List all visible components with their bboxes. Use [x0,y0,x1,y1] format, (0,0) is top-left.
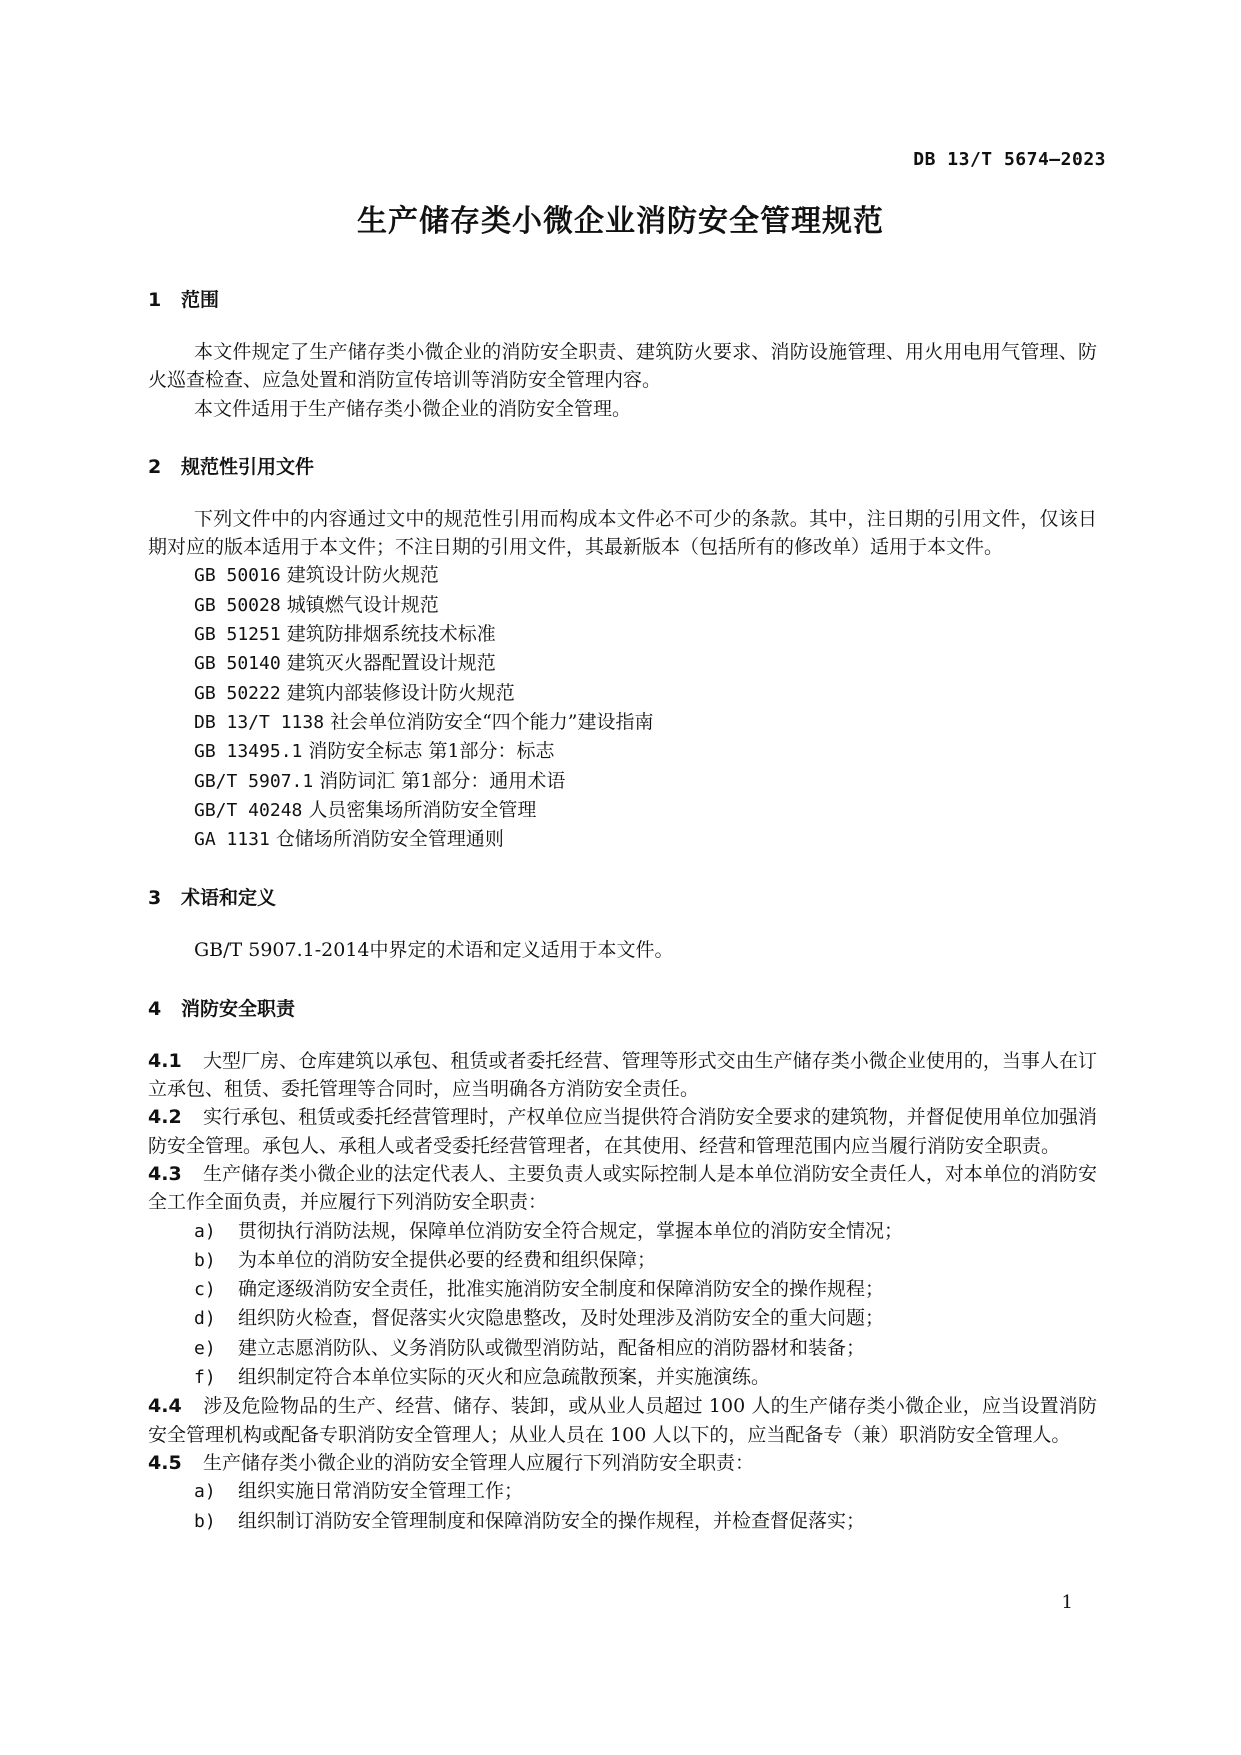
clause-text: 生产储存类小微企业的法定代表人、主要负责人或实际控制人是本单位消防安全责任人，对本单位的消防安全工作全面负责，并应履行下列消防安全职责： [148,1162,1097,1214]
section-heading-scope [148,286,1097,314]
document-title: 生产储存类小微企业消防安全管理规范 [357,204,884,239]
list-item: d) 组织防火检查，督促落实火灾隐患整改，及时处理涉及消防安全的重大问题； [194,1307,885,1330]
section-title: 范围 [181,289,220,311]
section-title: 消防安全职责 [181,997,296,1020]
clause-text: 生产储存类小微企业的消防安全管理人应履行下列消防安全职责： [203,1451,755,1474]
reference-item: GB 50140 建筑灭火器配置设计规范 [194,652,496,675]
reference-item: GB 50222 建筑内部装修设计防火规范 [194,681,515,704]
list-item: a) 贯彻执行消防法规，保障单位消防安全符合规定，掌握本单位的消防安全情况； [194,1219,904,1242]
reference-item: GB 51251 建筑防排烟系统技术标准 [194,623,496,646]
clause-text: 涉及危险物品的生产、经营、储存、装卸，或从业人员超过 100 人的生产储存类小微企业，应当设置消防安全管理机构或配备专职消防安全管理人；从业人员在 100 人以下的，应当配备专（兼）职消防安全管理人。 [148,1395,1097,1446]
reference-item: DB 13/T 1138 社会单位消防安全“四个能力”建设指南 [194,710,654,733]
paragraph: 本文件规定了生产储存类小微企业的消防安全职责、建筑防火要求、消防设施管理、用火用电用气管理、防火巡查检查、应急处置和消防宣传培训等消防安全管理内容。 [148,341,1097,392]
paragraph: 本文件适用于生产储存类小微企业的消防安全管理。 [194,397,632,420]
list-item: a) 组织实施日常消防安全管理工作； [194,1480,524,1503]
list-item: c) 确定逐级消防安全责任，批准实施消防安全制度和保障消防安全的操作规程； [194,1278,885,1301]
section-title: 术语和定义 [181,887,277,910]
clause-text: 大型厂房、仓库建筑以承包、租赁或者委托经营、管理等形式交由生产储存类小微企业使用的，当事人在订立承包、租赁、委托管理等合同时，应当明确各方消防安全责任。 [148,1049,1097,1101]
reference-item: GB 13495.1 消防安全标志 第1部分：标志 [194,740,555,763]
reference-item: GB/T 40248 人员密集场所消防安全管理 [194,798,537,821]
clause [148,1449,1097,1477]
section-heading-responsibilities [148,995,1097,1023]
reference-item: GB 50028 城镇燃气设计规范 [194,593,439,616]
section-heading-normative-references [148,453,1097,481]
section-title: 规范性引用文件 [181,455,315,478]
paragraph: 下列文件中的内容通过文中的规范性引用而构成本文件必不可少的条款。其中，注日期的引用文件，仅该日期对应的版本适用于本文件；不注日期的引用文件，其最新版本（包括所有的修改单）适用于本文件。 [148,507,1097,559]
reference-list [148,561,1097,854]
reference-item: GB/T 5907.1 消防词汇 第1部分：通用术语 [194,769,566,792]
clause-text: 实行承包、租赁或委托经营管理时，产权单位应当提供符合消防安全要求的建筑物，并督促使用单位加强消防安全管理。承包人、承租人或者受委托经营管理者，在其使用、经营和管理范围内应当履行消防安全职责。 [148,1106,1097,1157]
section-number: 4 [148,997,162,1020]
clause-number: 4.2 [148,1106,182,1129]
list-item: b) 为本单位的消防安全提供必要的经费和组织保障； [194,1248,657,1271]
list-item: e) 建立志愿消防队、义务消防队或微型消防站，配备相应的消防器材和装备； [194,1336,866,1359]
paragraph: GB/T 5907.1-2014中界定的术语和定义适用于本文件。 [194,939,674,962]
reference-item: GA 1131 仓储场所消防安全管理通则 [194,828,504,851]
clause-number: 4.5 [148,1451,182,1474]
clause-number: 4.3 [148,1162,182,1185]
document-body [148,286,1097,1536]
page-number: 1 [1061,1592,1073,1613]
section-number: 3 [148,887,162,910]
clause [148,1103,1097,1160]
list-item: b) 组织制订消防安全管理制度和保障消防安全的操作规程，并检查督促落实； [194,1509,866,1532]
clause-number: 4.1 [148,1049,182,1072]
section-number: 2 [148,455,162,478]
document-code: DB 13/T 5674—2023 [913,149,1106,170]
section-number: 1 [148,289,162,311]
clause-number: 4.4 [148,1395,182,1418]
clause [148,1160,1097,1217]
reference-item: GB 50016 建筑设计防火规范 [194,564,439,587]
section-heading-terms [148,884,1097,912]
clause [148,1392,1097,1449]
clause [148,1047,1097,1104]
list-item: f) 组织制定符合本单位实际的灭火和应急疏散预案，并实施演练。 [194,1366,771,1389]
